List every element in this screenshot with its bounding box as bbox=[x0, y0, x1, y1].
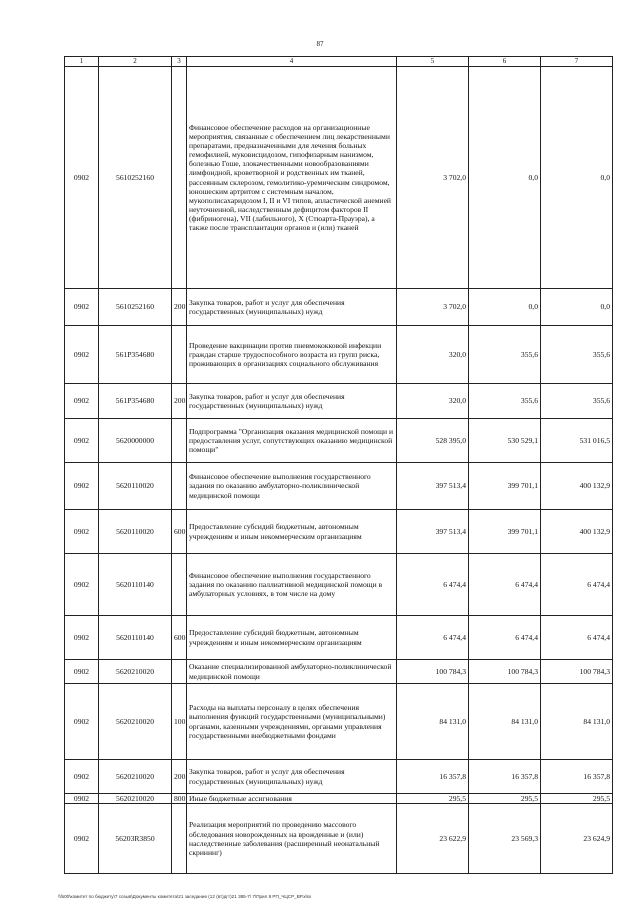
cell-amount-col5: 6 474,4 bbox=[397, 554, 469, 616]
cell-amount-col6: 355,6 bbox=[469, 326, 541, 384]
cell-name: Подпрограмма "Организация оказания медицинской помощи и предоставления услуг, сопутствующих оказанию медицинской помощи" bbox=[187, 419, 397, 463]
column-header: 1 bbox=[65, 57, 99, 67]
cell-target-article: 5620000000 bbox=[99, 419, 172, 463]
cell-amount-col7: 23 624,9 bbox=[541, 804, 613, 874]
cell-target-article: 5620110020 bbox=[99, 510, 172, 554]
cell-amount-col7: 84 131,0 bbox=[541, 684, 613, 760]
column-header: 6 bbox=[469, 57, 541, 67]
table-header-row bbox=[65, 57, 613, 67]
cell-expense-type bbox=[172, 554, 187, 616]
cell-expense-type bbox=[172, 419, 187, 463]
cell-amount-col6: 295,5 bbox=[469, 794, 541, 804]
column-header: 5 bbox=[397, 57, 469, 67]
cell-amount-col7: 0,0 bbox=[541, 289, 613, 326]
cell-amount-col5: 320,0 bbox=[397, 326, 469, 384]
table-row bbox=[65, 684, 613, 760]
column-header: 4 bbox=[187, 57, 397, 67]
cell-target-article: 5620110020 bbox=[99, 463, 172, 510]
cell-amount-col5: 84 131,0 bbox=[397, 684, 469, 760]
cell-amount-col7: 6 474,4 bbox=[541, 554, 613, 616]
cell-amount-col5: 295,5 bbox=[397, 794, 469, 804]
cell-section-code: 0902 bbox=[65, 326, 99, 384]
column-header: 3 bbox=[172, 57, 187, 67]
cell-expense-type: 100 bbox=[172, 684, 187, 760]
cell-amount-col7: 16 357,8 bbox=[541, 760, 613, 794]
cell-expense-type: 800 bbox=[172, 794, 187, 804]
cell-amount-col6: 0,0 bbox=[469, 289, 541, 326]
cell-amount-col5: 23 622,9 bbox=[397, 804, 469, 874]
cell-name: Закупка товаров, работ и услуг для обеспечения государственных (муниципальных) нужд bbox=[187, 289, 397, 326]
cell-amount-col7: 100 784,3 bbox=[541, 660, 613, 684]
cell-amount-col7: 6 474,4 bbox=[541, 616, 613, 660]
table-row bbox=[65, 804, 613, 874]
table-row bbox=[65, 616, 613, 660]
cell-section-code: 0902 bbox=[65, 463, 99, 510]
cell-amount-col6: 0,0 bbox=[469, 67, 541, 289]
cell-expense-type: 600 bbox=[172, 510, 187, 554]
cell-section-code: 0902 bbox=[65, 760, 99, 794]
footer-file-path: \\fs00\комитет по бюджету\7 созыв\Документы комитета\21 заседание (12 (вт)дгт)21 385-7\ 7\Прил 8 РП_ЧЦСР_ВР.xlsx bbox=[58, 894, 312, 899]
column-header: 7 bbox=[541, 57, 613, 67]
budget-table bbox=[64, 56, 613, 874]
cell-name: Финансовое обеспечение расходов на организационные мероприятия, связанные с обеспечением лиц лекарственными препаратами, предназначенными для лечения больных гемофилией, муковисцидозом, гипофизарным нанизмом, болезнью Гоше, злокачественными новообразованиями лимфоидной, кроветворной и родственных им тканей, рассеянным склерозом, гемолитико-уремическим синдромом, юношеским артритом с системным началом, мукополисахаридозом I, II и VI типов, апластической анемией неуточненной, наследственным дефицитом факторов II (фибриногена), VII (лабильного), X (Стюарта-Прауэра), а также после трансплантации органов и (или) тканей bbox=[187, 67, 397, 289]
cell-expense-type bbox=[172, 326, 187, 384]
cell-amount-col6: 23 569,3 bbox=[469, 804, 541, 874]
cell-target-article: 561P354680 bbox=[99, 384, 172, 419]
cell-name: Финансовое обеспечение выполнения государственного задания по оказанию амбулаторно-поликлинической медицинской помощи bbox=[187, 463, 397, 510]
cell-section-code: 0902 bbox=[65, 660, 99, 684]
cell-amount-col7: 355,6 bbox=[541, 384, 613, 419]
cell-target-article: 5610252160 bbox=[99, 289, 172, 326]
cell-expense-type: 200 bbox=[172, 760, 187, 794]
cell-name: Реализация мероприятий по проведению массового обследования новорожденных на врожденные и (или) наследственные заболевания (расширенный неонатальный скрининг) bbox=[187, 804, 397, 874]
table-row bbox=[65, 660, 613, 684]
cell-amount-col6: 530 529,1 bbox=[469, 419, 541, 463]
cell-target-article: 5610252160 bbox=[99, 67, 172, 289]
cell-amount-col6: 84 131,0 bbox=[469, 684, 541, 760]
column-header: 2 bbox=[99, 57, 172, 67]
cell-amount-col7: 531 016,5 bbox=[541, 419, 613, 463]
table-row bbox=[65, 384, 613, 419]
cell-target-article: 56203R3850 bbox=[99, 804, 172, 874]
cell-section-code: 0902 bbox=[65, 384, 99, 419]
cell-amount-col7: 355,6 bbox=[541, 326, 613, 384]
cell-section-code: 0902 bbox=[65, 554, 99, 616]
cell-target-article: 561P354680 bbox=[99, 326, 172, 384]
cell-section-code: 0902 bbox=[65, 289, 99, 326]
cell-amount-col5: 397 513,4 bbox=[397, 510, 469, 554]
cell-amount-col6: 399 701,1 bbox=[469, 463, 541, 510]
table-row bbox=[65, 419, 613, 463]
table-row bbox=[65, 289, 613, 326]
cell-expense-type: 200 bbox=[172, 384, 187, 419]
cell-amount-col7: 0,0 bbox=[541, 67, 613, 289]
cell-amount-col7: 400 132,9 bbox=[541, 463, 613, 510]
table-row bbox=[65, 794, 613, 804]
cell-amount-col5: 528 395,0 bbox=[397, 419, 469, 463]
cell-target-article: 5620110140 bbox=[99, 616, 172, 660]
cell-expense-type bbox=[172, 660, 187, 684]
cell-target-article: 5620210020 bbox=[99, 684, 172, 760]
table-row bbox=[65, 326, 613, 384]
cell-amount-col5: 3 702,0 bbox=[397, 67, 469, 289]
cell-amount-col5: 16 357,8 bbox=[397, 760, 469, 794]
cell-name: Оказание специализированной амбулаторно-поликлинической медицинской помощи bbox=[187, 660, 397, 684]
cell-amount-col7: 295,5 bbox=[541, 794, 613, 804]
cell-amount-col5: 3 702,0 bbox=[397, 289, 469, 326]
cell-amount-col6: 6 474,4 bbox=[469, 554, 541, 616]
cell-expense-type bbox=[172, 804, 187, 874]
table-row bbox=[65, 510, 613, 554]
cell-name: Закупка товаров, работ и услуг для обеспечения государственных (муниципальных) нужд bbox=[187, 760, 397, 794]
cell-amount-col5: 6 474,4 bbox=[397, 616, 469, 660]
cell-amount-col7: 400 132,9 bbox=[541, 510, 613, 554]
table-row bbox=[65, 760, 613, 794]
cell-expense-type: 200 bbox=[172, 289, 187, 326]
cell-target-article: 5620210020 bbox=[99, 794, 172, 804]
cell-section-code: 0902 bbox=[65, 804, 99, 874]
cell-target-article: 5620210020 bbox=[99, 760, 172, 794]
cell-amount-col5: 100 784,3 bbox=[397, 660, 469, 684]
cell-amount-col5: 320,0 bbox=[397, 384, 469, 419]
table-row bbox=[65, 463, 613, 510]
cell-section-code: 0902 bbox=[65, 684, 99, 760]
cell-amount-col6: 399 701,1 bbox=[469, 510, 541, 554]
cell-amount-col5: 397 513,4 bbox=[397, 463, 469, 510]
cell-name: Закупка товаров, работ и услуг для обеспечения государственных (муниципальных) нужд bbox=[187, 384, 397, 419]
cell-amount-col6: 16 357,8 bbox=[469, 760, 541, 794]
cell-section-code: 0902 bbox=[65, 616, 99, 660]
cell-section-code: 0902 bbox=[65, 794, 99, 804]
cell-target-article: 5620110140 bbox=[99, 554, 172, 616]
cell-expense-type: 600 bbox=[172, 616, 187, 660]
page-number: 87 bbox=[316, 40, 324, 48]
cell-name: Предоставление субсидий бюджетным, автономным учреждениям и иным некоммерческим организациям bbox=[187, 616, 397, 660]
cell-expense-type bbox=[172, 463, 187, 510]
cell-target-article: 5620210020 bbox=[99, 660, 172, 684]
cell-amount-col6: 100 784,3 bbox=[469, 660, 541, 684]
cell-name: Финансовое обеспечение выполнения государственного задания по оказанию паллиативной медицинской помощи в амбулаторных условиях, в том числе на дому bbox=[187, 554, 397, 616]
cell-amount-col6: 6 474,4 bbox=[469, 616, 541, 660]
cell-name: Проведение вакцинации против пневмококковой инфекции граждан старше трудоспособного возраста из групп риска, проживающих в организациях социального обслуживания bbox=[187, 326, 397, 384]
cell-section-code: 0902 bbox=[65, 510, 99, 554]
cell-section-code: 0902 bbox=[65, 67, 99, 289]
cell-section-code: 0902 bbox=[65, 419, 99, 463]
cell-name: Расходы на выплаты персоналу в целях обеспечения выполнения функций государственными (муниципальными) органами, казенными учреждениями, органами управления государственными внебюджетными фондами bbox=[187, 684, 397, 760]
table-row bbox=[65, 554, 613, 616]
table-row bbox=[65, 67, 613, 289]
cell-name: Иные бюджетные ассигнования bbox=[187, 794, 397, 804]
cell-expense-type bbox=[172, 67, 187, 289]
cell-amount-col6: 355,6 bbox=[469, 384, 541, 419]
cell-name: Предоставление субсидий бюджетным, автономным учреждениям и иным некоммерческим организациям bbox=[187, 510, 397, 554]
